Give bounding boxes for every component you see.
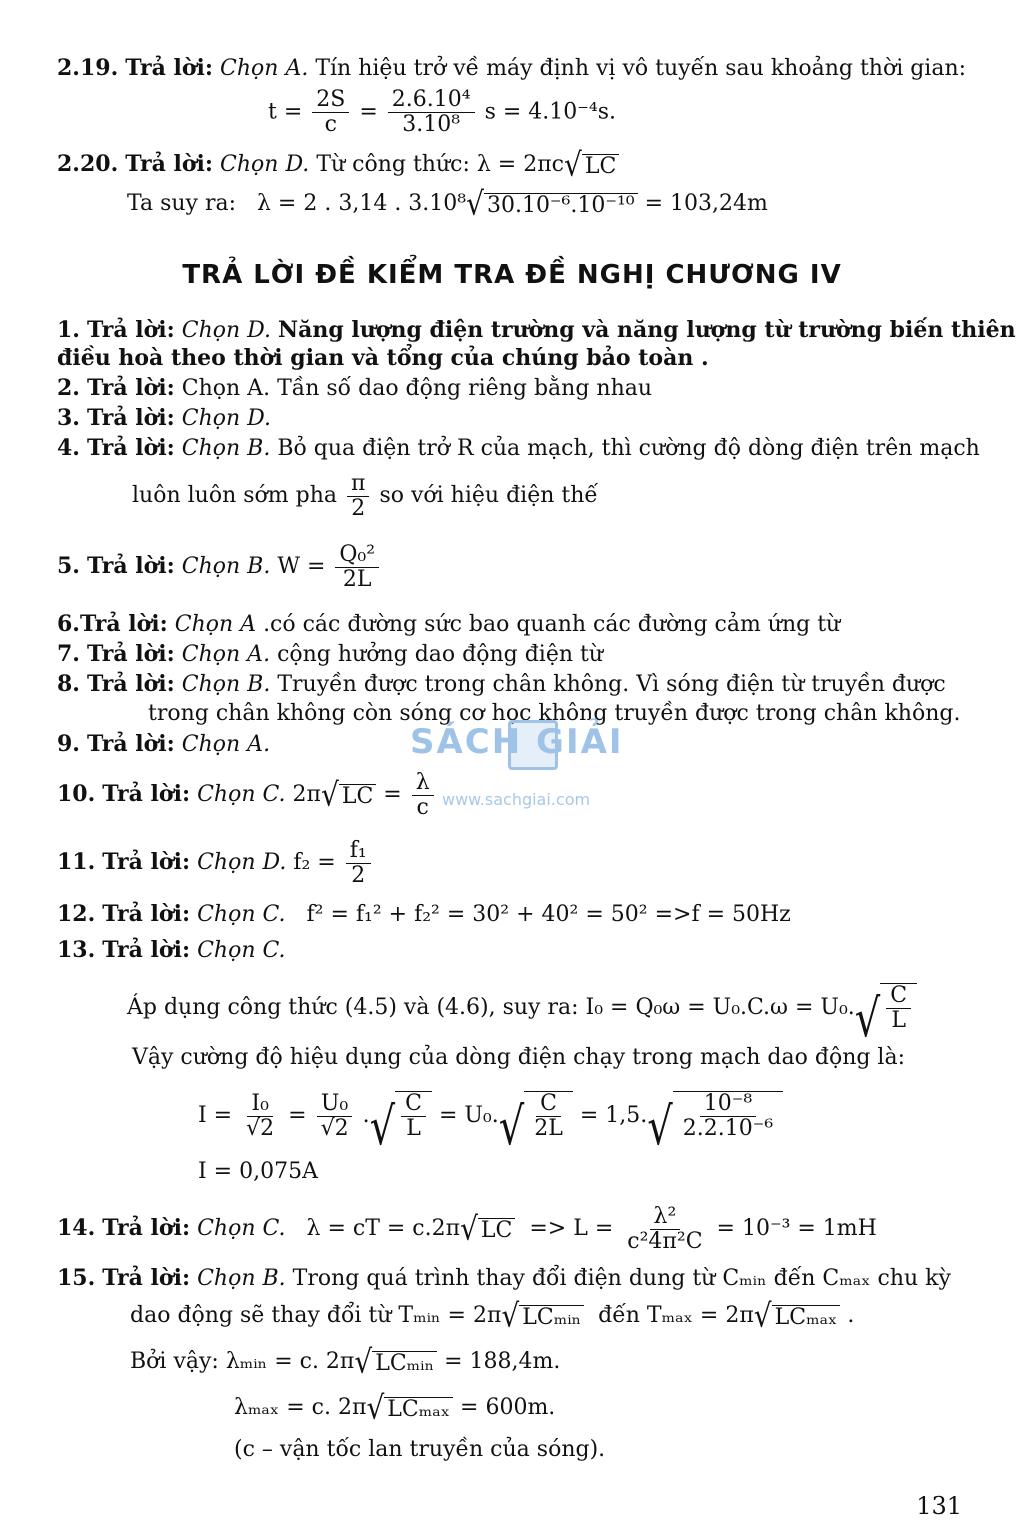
section-heading: TRẢ LỜI ĐỀ KIỂM TRA ĐỀ NGHỊ CHƯƠNG IV xyxy=(182,260,842,290)
answer-lead: Trả lời: xyxy=(102,1215,191,1241)
fraction xyxy=(317,1092,353,1141)
answer-choice: Chọn D. xyxy=(220,152,310,177)
item-number: 15. xyxy=(57,1265,96,1291)
item-number: 3. xyxy=(57,405,80,431)
denominator: 2 xyxy=(351,495,366,521)
item-number: 12. xyxy=(57,901,96,927)
answer-text: Từ công thức: λ = 2πc xyxy=(316,152,565,177)
watermark-brand: SÁCH GIẢI xyxy=(410,722,624,762)
fraction xyxy=(623,1205,706,1254)
answer-lead: Trả lời: xyxy=(86,553,175,579)
answer-text: Bởi vậy: λₘᵢₙ = c. 2π xyxy=(130,1349,355,1374)
radicand: LCₘᵢₙ xyxy=(519,1305,584,1330)
radicand: 30.10⁻⁶.10⁻¹⁰ xyxy=(484,193,638,218)
answer-5 xyxy=(57,538,382,595)
implies: => L = xyxy=(529,1216,614,1241)
fraction xyxy=(346,839,371,888)
answer-choice: Chọn C. xyxy=(197,1216,286,1241)
fraction xyxy=(347,472,369,521)
equals: = xyxy=(383,782,402,807)
answer-text-cont: luôn luôn sớm pha xyxy=(132,483,337,508)
answer-text: Áp dụng công thức (4.5) và (4.6), suy ra: I₀ = Q₀ω = U₀.C.ω = U₀. xyxy=(127,995,855,1020)
equals: = U₀. xyxy=(438,1103,499,1128)
answer-lead: Trả lời: xyxy=(102,1265,191,1291)
answer-lead: Trả lời: xyxy=(79,611,168,637)
answer-15-line3 xyxy=(130,1342,561,1381)
item-number: 2.19. xyxy=(57,55,119,81)
answer-6 xyxy=(57,610,840,639)
answer-note: (c – vận tốc lan truyền của sóng). xyxy=(234,1437,606,1462)
answer-15-line5 xyxy=(234,1436,605,1464)
answer-lead: Trả lời: xyxy=(102,781,191,807)
answer-choice: Chọn C. xyxy=(197,938,286,963)
answer-1 xyxy=(57,316,1016,345)
sqrt: √ LCₘᵢₙ xyxy=(501,1302,584,1330)
answer-lead: Trả lời: xyxy=(125,55,214,81)
item-number: 11. xyxy=(57,849,96,875)
answer-lead: Trả lời: xyxy=(86,375,175,401)
answer-choice: Chọn D. xyxy=(181,406,272,431)
answer-10 xyxy=(57,768,437,821)
answer-choice: Chọn A xyxy=(174,612,257,637)
item-number: 5. xyxy=(57,553,80,579)
answer-choice: Chọn B. xyxy=(181,554,271,579)
answer-text-cont: trong chân không còn sóng cơ học không truyền được trong chân không. xyxy=(148,701,961,726)
answer-9 xyxy=(57,730,270,759)
radicand: LCₘᵢₙ xyxy=(372,1351,437,1376)
answer-text: dao động sẽ thay đổi từ Tₘᵢₙ = 2π xyxy=(130,1303,502,1328)
answer-choice: Chọn D. xyxy=(197,850,287,875)
answer-2 xyxy=(57,374,652,403)
item-number: 10. xyxy=(57,781,96,807)
dot: . xyxy=(362,1103,370,1128)
sqrt: √ LC xyxy=(321,781,376,809)
answer-text: Vậy cường độ hiệu dụng của dòng điện chạy trong mạch dao động là: xyxy=(132,1045,905,1070)
fraction xyxy=(388,88,475,137)
numerator: 2S xyxy=(312,88,349,113)
answer-text: Trong quá trình thay đổi điện dung từ Cₘᵢₙ đến Cₘₐₓ chu kỳ xyxy=(292,1266,951,1291)
answer-text: Tần số dao động riêng bằng nhau xyxy=(277,376,653,401)
answer-choice: Chọn A. xyxy=(220,56,309,81)
derivation-result: = 103,24m xyxy=(644,191,768,216)
formula-lhs: W = xyxy=(277,554,326,579)
denominator: c²4π²C xyxy=(627,1228,703,1254)
equals: = xyxy=(359,99,378,125)
answer-text: đến Tₘₐₓ = 2π xyxy=(598,1303,754,1328)
denominator: 3.10⁸ xyxy=(402,112,461,137)
answer-result: I = 0,075A xyxy=(198,1159,318,1184)
answer-text: Truyền được trong chân không. Vì sóng điện từ truyền được xyxy=(277,672,946,697)
numerator: C xyxy=(886,984,911,1009)
numerator: f₁ xyxy=(346,839,371,864)
formula-result: = 10⁻³ = 1mH xyxy=(716,1216,877,1241)
item-number: 13. xyxy=(57,937,96,963)
answer-text-cont: so với hiệu điện thế xyxy=(379,483,598,508)
radicand: LCₘₐₓ xyxy=(384,1397,453,1422)
sqrt: √ $\frac{C}{2L}$ xyxy=(499,1091,573,1141)
item-number: 8. xyxy=(57,671,80,697)
radicand: LC xyxy=(478,1218,515,1243)
answer-text-cont: điều hoà theo thời gian và tổng của chúng bảo toàn . xyxy=(57,345,709,371)
sqrt: √ LCₘₐₓ xyxy=(754,1302,841,1330)
answer-4 xyxy=(57,434,980,463)
answer-choice: Chọn C. xyxy=(197,902,286,927)
answer-4-cont xyxy=(132,470,598,522)
radicand: LC xyxy=(339,784,376,809)
formula-lhs: t = xyxy=(268,99,303,125)
formula-part: λ = cT = c.2π xyxy=(306,1216,461,1241)
sqrt: √ LC xyxy=(564,151,619,179)
answer-13 xyxy=(57,936,286,965)
answer-14 xyxy=(57,1200,877,1257)
answer-lead: Trả lời: xyxy=(102,937,191,963)
answer-choice: Chọn A. xyxy=(181,642,271,667)
answer-15 xyxy=(57,1264,951,1293)
sqrt: √ $\frac{C}{L}$ xyxy=(370,1091,432,1141)
numerator: λ² xyxy=(650,1205,681,1230)
numerator: Q₀² xyxy=(335,543,379,568)
answer-lead: Trả lời: xyxy=(86,671,175,697)
fraction xyxy=(242,1092,278,1141)
formula-lhs: f₂ = xyxy=(293,850,336,875)
item-number: 1. xyxy=(57,317,80,343)
sqrt: √ LCₘᵢₙ xyxy=(354,1348,437,1376)
denominator: c xyxy=(324,112,337,137)
watermark-url: www.sachgiai.com xyxy=(442,790,591,809)
answer-choice: Chọn B. xyxy=(181,436,271,461)
denominator: 2L xyxy=(534,1116,563,1141)
fraction xyxy=(335,543,379,592)
answer-15-line2 xyxy=(130,1296,855,1335)
answer-text: Năng lượng điện trường và năng lượng từ trường biến thiên xyxy=(278,317,1016,343)
sqrt: √ LCₘₐₓ xyxy=(366,1394,453,1422)
answer-choice: Chọn A. xyxy=(181,732,271,757)
denominator: L xyxy=(406,1116,421,1141)
numerator: C xyxy=(401,1092,426,1117)
answer-choice: Chọn B. xyxy=(197,1266,286,1291)
formula-part: 2π xyxy=(292,782,321,807)
answer-lead: Trả lời: xyxy=(86,641,175,667)
radicand: LCₘₐₓ xyxy=(772,1305,841,1330)
item-number: 14. xyxy=(57,1215,96,1241)
numerator: I₀ xyxy=(247,1092,273,1117)
period: . xyxy=(847,1303,855,1328)
answer-text: Tín hiệu trở về máy định vị vô tuyến sau khoảng thời gian: xyxy=(315,56,967,81)
numerator: C xyxy=(536,1092,561,1117)
fraction xyxy=(679,1092,777,1141)
answer-choice: Chọn C. xyxy=(197,782,286,807)
page-number: 131 xyxy=(916,1492,962,1520)
answer-2-19 xyxy=(57,54,966,83)
numerator: 2.6.10⁴ xyxy=(388,88,475,113)
watermark-logo xyxy=(410,720,630,809)
answer-text: cộng hưởng dao động điện từ xyxy=(277,642,604,667)
item-number: 2. xyxy=(57,375,80,401)
answer-lead: Trả lời: xyxy=(86,435,175,461)
answer-result: = 600m. xyxy=(460,1395,556,1420)
denominator: c xyxy=(416,794,429,820)
denominator: L xyxy=(891,1008,906,1033)
answer-13-line2 xyxy=(132,1044,905,1072)
formula-2-19 xyxy=(268,88,616,137)
answer-2-20-derivation xyxy=(127,184,768,223)
equals: = 1,5. xyxy=(579,1103,648,1128)
numerator: π xyxy=(347,472,369,497)
answer-lead: Trả lời: xyxy=(86,731,175,757)
answer-1-cont xyxy=(57,344,709,373)
answer-lead: Trả lời: xyxy=(125,151,214,177)
fraction xyxy=(312,88,349,137)
radicand: LC xyxy=(582,154,619,179)
numerator: 10⁻⁸ xyxy=(700,1092,756,1117)
denominator: 2 xyxy=(351,862,366,888)
item-number: 4. xyxy=(57,435,80,461)
answer-8 xyxy=(57,670,946,699)
denominator: √2 xyxy=(246,1115,275,1141)
derivation-expr: λ = 2 . 3,14 . 3.10⁸ xyxy=(257,191,467,216)
answer-choice: Chọn D. xyxy=(181,318,272,343)
formula-result: s = 4.10⁻⁴s. xyxy=(484,99,617,125)
item-number: 7. xyxy=(57,641,80,667)
equals: = xyxy=(288,1103,307,1128)
numerator: U₀ xyxy=(317,1092,352,1117)
answer-text: λₘₐₓ = c. 2π xyxy=(234,1395,367,1420)
answer-13-line1 xyxy=(127,980,917,1049)
answer-13-line3 xyxy=(198,1088,783,1157)
item-number: 6. xyxy=(57,611,80,637)
denominator: 2L xyxy=(342,566,372,592)
denominator: 2.2.10⁻⁶ xyxy=(682,1116,774,1141)
answer-lead: Trả lời: xyxy=(86,317,175,343)
answer-7 xyxy=(57,640,603,669)
answer-lead: Trả lời: xyxy=(102,849,191,875)
answer-text: f² = f₁² + f₂² = 30² + 40² = 50² =>f = 50Hz xyxy=(306,902,791,927)
answer-lead: Trả lời: xyxy=(102,901,191,927)
sqrt: √ $\frac{C}{L}$ xyxy=(855,983,917,1033)
answer-choice: Chọn B. xyxy=(181,672,271,697)
derivation-prefix: Ta suy ra: xyxy=(127,191,237,216)
answer-15-line4 xyxy=(234,1388,556,1427)
item-number: 2.20. xyxy=(57,151,119,177)
answer-result: = 188,4m. xyxy=(444,1349,561,1374)
sqrt: √ 30.10⁻⁶.10⁻¹⁰ xyxy=(466,190,638,218)
fraction xyxy=(401,1092,426,1141)
answer-text: .có các đường sức bao quanh các đường cảm ứng từ xyxy=(263,612,841,637)
fraction xyxy=(530,1092,567,1141)
numerator: λ xyxy=(412,771,434,796)
sqrt: √ LC xyxy=(460,1215,515,1243)
formula-lhs: I = xyxy=(198,1103,233,1128)
fraction xyxy=(886,984,911,1033)
answer-12 xyxy=(57,900,791,929)
sqrt: √ $\frac{\text{10⁻⁸}}{\text{2.2.10⁻⁶}}$ xyxy=(647,1091,783,1141)
item-number: 9. xyxy=(57,731,80,757)
answer-choice: Chọn A. xyxy=(181,376,271,401)
answer-text: Bỏ qua điện trở R của mạch, thì cường độ dòng điện trên mạch xyxy=(277,436,980,461)
answer-3 xyxy=(57,404,271,433)
answer-11 xyxy=(57,836,374,889)
answer-13-line4 xyxy=(198,1158,318,1186)
answer-lead: Trả lời: xyxy=(86,405,175,431)
denominator: √2 xyxy=(320,1115,349,1141)
answer-2-20 xyxy=(57,145,619,184)
